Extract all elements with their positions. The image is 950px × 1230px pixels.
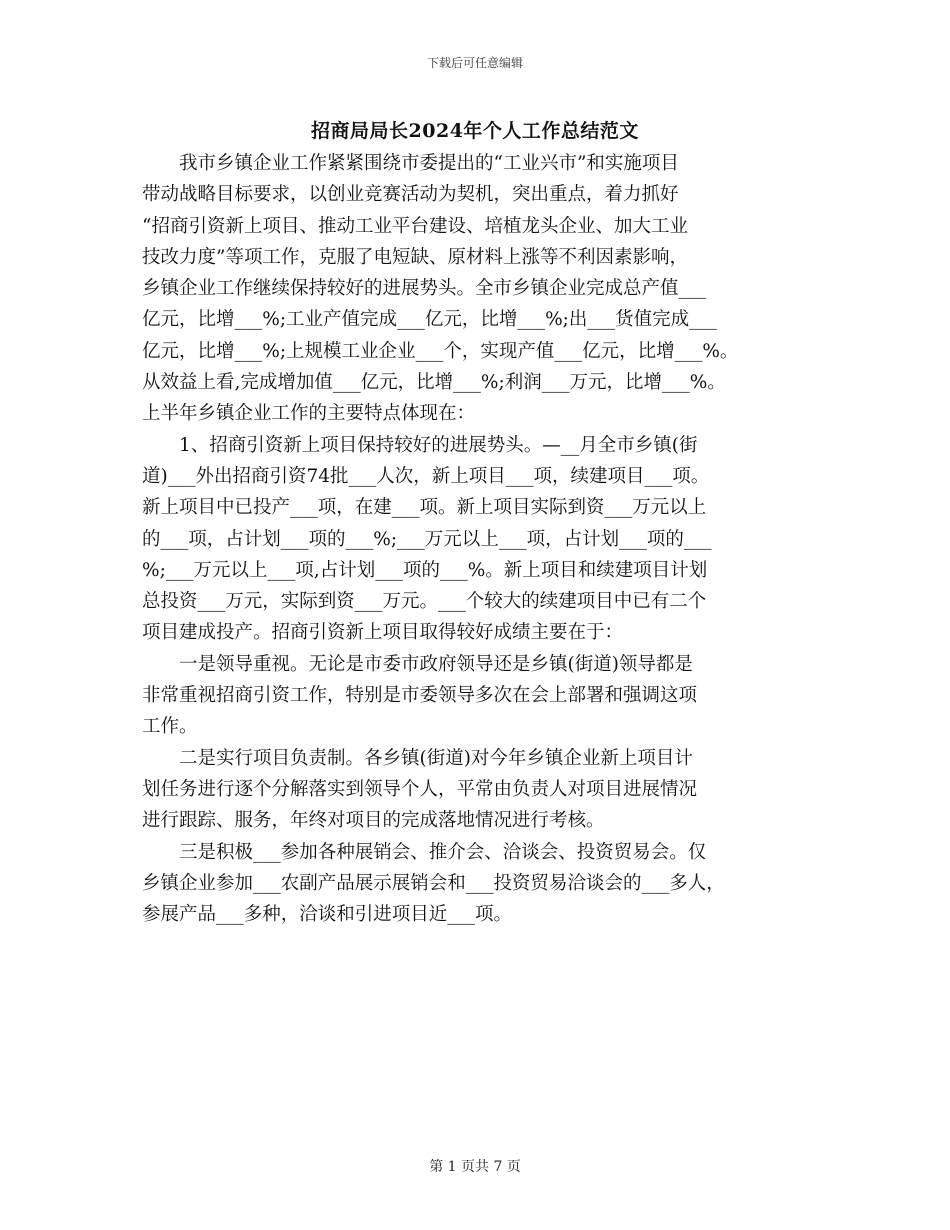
- paragraph-line: 亿元，比增___%;工业产值完成___亿元，比增___%;出___货值完成___: [142, 309, 717, 331]
- page-header: 下载后可任意编辑: [426, 56, 523, 70]
- paragraph-line: 我市乡镇企业工作紧紧围绕市委提出的“工业兴市”和实施项目: [179, 153, 679, 174]
- paragraph-line: 带动战略目标要求，以创业竞赛活动为契机，突出重点，着力抓好: [142, 184, 679, 206]
- paragraph-line: 的___项，占计划___项的___%;___万元以上___项，占计划___项的___: [142, 528, 712, 550]
- page-number: 第 1 页共 7 页: [429, 1159, 521, 1175]
- paragraph-line: 道)___外出招商引资74批___人次，新上项目___项，续建项目___项。: [142, 465, 710, 487]
- paragraph-line: 三是积极___参加各种展销会、推介会、洽谈会、投资贸易会。仅: [179, 841, 707, 863]
- paragraph-line: %;___万元以上___项,占计划___项的___%。新上项目和续建项目计划: [142, 559, 708, 581]
- paragraph-line: “招商引资新上项目、推动工业平台建设、培植龙头企业、加大工业: [142, 215, 688, 237]
- paragraph-line: 二是实行项目负责制。各乡镇(街道)对今年乡镇企业新上项目计: [179, 747, 693, 769]
- paragraph-line: 从效益上看,完成增加值___亿元，比增___%;利润___万元，比增___%。: [142, 372, 726, 394]
- paragraph-line: 项目建成投产。招商引资新上项目取得较好成绩主要在于：: [142, 622, 624, 644]
- paragraph: [142, 430, 807, 649]
- paragraph-line: 进行跟踪、服务，年终对项目的完成落地情况进行考核。: [142, 810, 605, 832]
- paragraph-line: 总投资___万元，实际到资___万元。___个较大的续建项目中已有二个: [142, 591, 707, 613]
- paragraph-line: 亿元，比增___%;上规模工业企业___个，实现产值___亿元，比增___%。: [142, 340, 739, 362]
- paragraph-line: 新上项目中已投产___项，在建___项。新上项目实际到资___万元以上: [142, 497, 707, 519]
- document-title: 招商局局长2024年个人工作总结范文: [311, 120, 639, 142]
- paragraph-line: 1、招商引资新上项目保持较好的进展势头。—__月全市乡镇(街: [179, 434, 698, 456]
- paragraph-line: 划任务进行逐个分解落实到领导个人，平常由负责人对项目进展情况: [142, 778, 698, 800]
- paragraph-line: 技改力度”等项工作，克服了电短缺、原材料上涨等不利因素影响，: [142, 246, 688, 268]
- paragraph-line: 工作。: [142, 716, 198, 738]
- paragraph: [142, 148, 807, 430]
- paragraph-line: 非常重视招商引资工作，特别是市委领导多次在会上部署和强调这项: [142, 685, 698, 707]
- paragraph-line: 乡镇企业参加___农副产品展示展销会和___投资贸易洽谈会的___多人，: [142, 872, 725, 894]
- paragraph-line: 乡镇企业工作继续保持较好的进展势头。全市乡镇企业完成总产值___: [142, 278, 707, 300]
- document-body: [142, 148, 807, 930]
- paragraph-line: 上半年乡镇企业工作的主要特点体现在：: [142, 403, 476, 425]
- paragraph: [142, 649, 807, 743]
- paragraph-line: 一是领导重视。无论是市委市政府领导还是乡镇(街道)领导都是: [179, 653, 693, 675]
- paragraph-line: 参展产品___多种，洽谈和引进项目近___项。: [142, 904, 513, 926]
- paragraph: [142, 837, 807, 931]
- paragraph: [142, 743, 807, 837]
